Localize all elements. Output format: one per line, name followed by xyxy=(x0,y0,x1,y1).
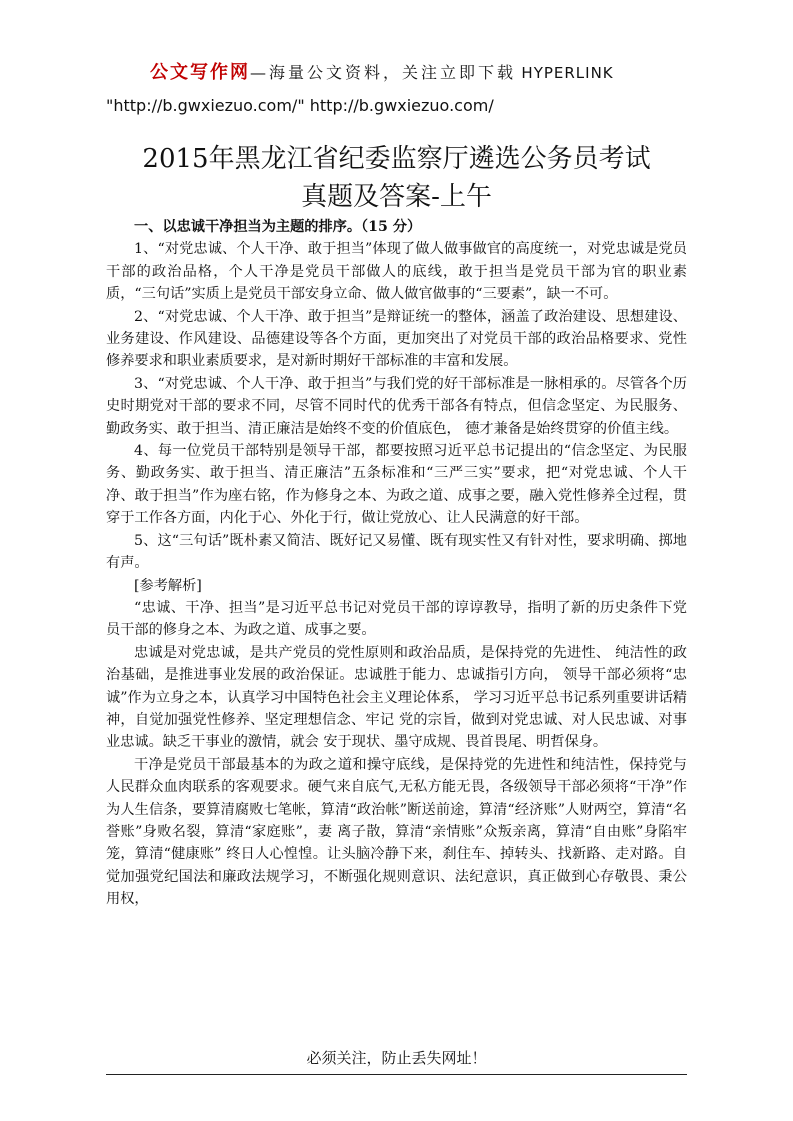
document-body xyxy=(106,216,687,911)
analysis-paragraph-1: “忠诚、干净、担当”是习近平总书记对党员干部的谆谆教导，指明了新的历史条件下党员干部的修身之本、为政之道、成事之要。 xyxy=(106,599,687,639)
site-tagline: —海量公文资料，关注立即下载 xyxy=(250,63,517,82)
header-banner xyxy=(150,58,614,84)
hyperlink-url[interactable]: "http://b.gwxiezuo.com/" http://b.gwxiezuo.com/ xyxy=(106,96,494,115)
page-title-line1: 2015年黑龙江省纪委监察厅遴选公务员考试 xyxy=(142,144,651,174)
analysis-label: [参考解析] xyxy=(134,577,202,594)
page-title-line2: 真题及答案-上午 xyxy=(301,182,492,212)
footer-divider xyxy=(106,1074,687,1075)
question-item-1: 1、“对党忠诚、个人干净、敢于担当”体现了做人做事做官的高度统一，对党忠诚是党员干部的政治品格，个人干净是党员干部做人的底线，敢于担当是党员干部为官的职业素质，“三句话”实质上是党员干部安身立命、做人做官做事的“三要素”，缺一不可。 xyxy=(106,241,687,303)
question-item-5: 5、这“三句话”既朴素又简洁、既好记又易懂、既有现实性又有针对性，要求明确、掷地有声。 xyxy=(106,532,687,572)
site-brand[interactable]: 公文写作网 xyxy=(150,62,250,83)
question-item-4: 4、每一位党员干部特别是领导干部，都要按照习近平总书记提出的“信念坚定、为民服务、勤政务实、敢于担当、清正廉洁”五条标准和“三严三实”要求，把“对党忠诚、个人干净、敢于担当”作为座右铭，作为修身之本、为政之道、成事之要，融入党性修养全过程，贯穿于工作各方面，内化于心、外化于行，做让党放心、让人民满意的好干部。 xyxy=(106,443,687,527)
section-heading: 一、以忠诚干净担当为主题的排序。（15 分） xyxy=(134,219,422,235)
analysis-paragraph-2: 忠诚是对党忠诚，是共产党员的党性原则和政治品质，是保持党的先进性、 纯洁性的政治基础，是推进事业发展的政治保证。忠诚胜于能力、忠诚指引方向， 领导干部必须将“忠诚”作为立身之本，认真学习中国特色社会主义理论体系， 学习习近平总书记系列重要讲话精神，自觉加强党性修养、坚定理想信念、牢记 党的宗旨，做到对党忠诚、对人民忠诚、对事业忠诚。缺乏干事业的激情，就会 安于现状、墨守成规、畏首畏尾、明哲保身。 xyxy=(106,644,687,751)
footer-note: 必须关注，防止丢失网址！ xyxy=(306,1049,487,1067)
analysis-paragraph-3: 干净是党员干部最基本的为政之道和操守底线，是保持党的先进性和纯洁性，保持党与人民群众血肉联系的客观要求。硬气来自底气,无私方能无畏，各级领导干部必须将“干净”作为人生信条，要算清腐败七笔帐，算清“政治帐”断送前途，算清“经济账”人财两空，算清“名誉账”身败名裂，算清“家庭账”，妻 离子散，算清“亲情账”众叛亲离，算清“自由账”身陷牢笼，算清“健康账” 终日人心惶惶。让头脑冷静下来，刹住车、掉转头、找新路、走对路。自觉加强党纪国法和廉政法规学习，不断强化规则意识、法纪意识，真正做到心存敬畏、秉公用权， xyxy=(106,756,687,908)
question-item-2: 2、“对党忠诚、个人干净、敢于担当”是辩证统一的整体，涵盖了政治建设、思想建设、业务建设、作风建设、品德建设等各个方面，更加突出了对党员干部的政治品格要求、党性修养要求和职业素质要求，是对新时期好干部标准的丰富和发展。 xyxy=(106,308,687,370)
question-item-3: 3、“对党忠诚、个人干净、敢于担当”与我们党的好干部标准是一脉相承的。尽管各个历史时期党对干部的要求不同，尽管不同时代的优秀干部各有特点，但信念坚定、为民服务、勤政务实、敢于担当、清正廉洁是始终不变的价值底色， 德才兼备是始终贯穿的价值主线。 xyxy=(106,375,687,437)
hyperlink-field-code: HYPERLINK xyxy=(521,64,614,82)
